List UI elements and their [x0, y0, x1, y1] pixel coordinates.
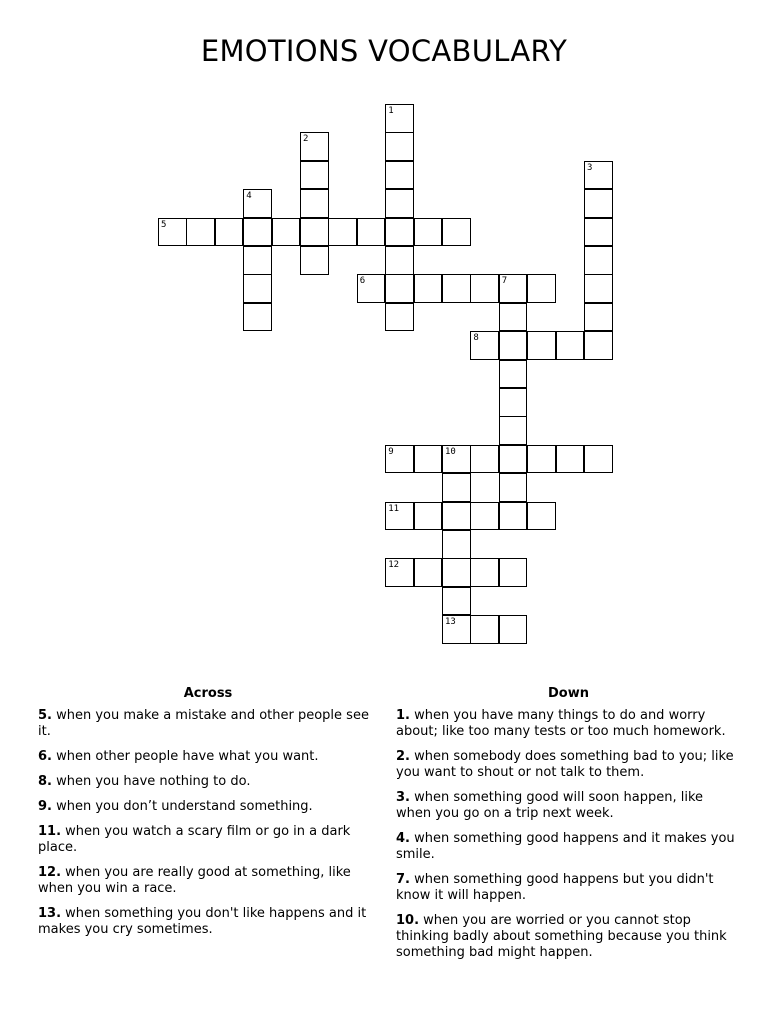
grid-cell[interactable] — [385, 161, 414, 190]
grid-cell[interactable] — [385, 274, 414, 303]
grid-cell[interactable] — [584, 161, 613, 190]
clue-down-1: 1. when you have many things to do and worry about; like too many tests or too much homework. — [396, 708, 726, 739]
grid-cell[interactable] — [272, 218, 301, 247]
grid-cell[interactable] — [584, 246, 613, 275]
grid-cell[interactable] — [215, 218, 244, 247]
clue-across-6: 6. when other people have what you want. — [38, 749, 319, 764]
grid-cell[interactable] — [414, 274, 443, 303]
grid-cell[interactable] — [527, 445, 556, 474]
grid-cell[interactable] — [385, 502, 414, 531]
clue-down-4: 4. when something good happens and it makes you smile. — [396, 831, 735, 862]
grid-number: 7 — [501, 276, 508, 287]
grid-cell[interactable] — [414, 558, 443, 587]
grid-cell[interactable] — [499, 388, 528, 417]
grid-cell[interactable] — [385, 189, 414, 218]
grid-cell[interactable] — [385, 445, 414, 474]
grid-cell[interactable] — [442, 274, 471, 303]
grid-cell[interactable] — [499, 303, 528, 332]
grid-cell[interactable] — [499, 615, 528, 644]
grid-cell[interactable] — [584, 189, 613, 218]
grid-cell[interactable] — [527, 274, 556, 303]
grid-cell[interactable] — [357, 274, 386, 303]
grid-cell[interactable] — [499, 331, 528, 360]
grid-cell[interactable] — [584, 445, 613, 474]
grid-number: 6 — [359, 276, 366, 287]
grid-cell[interactable] — [442, 615, 471, 644]
grid-cell[interactable] — [470, 274, 499, 303]
grid-cell[interactable] — [243, 303, 272, 332]
grid-cell[interactable] — [414, 502, 443, 531]
clue-across-13: 13. when something you don't like happens and it makes you cry sometimes. — [38, 906, 367, 937]
grid-cell[interactable] — [499, 473, 528, 502]
grid-cell[interactable] — [584, 274, 613, 303]
grid-cell[interactable] — [584, 218, 613, 247]
grid-number: 12 — [388, 560, 400, 571]
grid-cell[interactable] — [385, 303, 414, 332]
grid-cell[interactable] — [385, 132, 414, 161]
grid-cell[interactable] — [300, 189, 329, 218]
grid-number: 9 — [388, 446, 394, 457]
grid-number: 2 — [303, 134, 309, 145]
grid-cell[interactable] — [300, 132, 329, 161]
clue-across-11: 11. when you watch a scary film or go in a dark place. — [38, 824, 351, 855]
grid-cell[interactable] — [186, 218, 215, 247]
grid-cell[interactable] — [442, 502, 471, 531]
grid-cell[interactable] — [442, 473, 471, 502]
grid-cell[interactable] — [442, 445, 471, 474]
grid-cell[interactable] — [470, 445, 499, 474]
clue-down-2: 2. when somebody does something bad to you; like you want to shout or not talk to them. — [396, 749, 734, 780]
across-clues — [38, 686, 378, 947]
grid-cell[interactable] — [328, 218, 357, 247]
grid-cell[interactable] — [442, 530, 471, 559]
down-heading: Down — [548, 686, 589, 701]
grid-cell[interactable] — [470, 502, 499, 531]
grid-cell[interactable] — [243, 274, 272, 303]
grid-cell[interactable] — [385, 246, 414, 275]
grid-number: 10 — [445, 446, 456, 457]
grid-cell[interactable] — [584, 303, 613, 332]
grid-cell[interactable] — [470, 331, 499, 360]
grid-cell[interactable] — [556, 331, 585, 360]
clue-down-3: 3. when something good will soon happen, like when you go on a trip next week. — [396, 790, 704, 821]
grid-cell[interactable] — [158, 218, 187, 247]
grid-number: 11 — [388, 503, 400, 514]
grid-number: 3 — [587, 162, 593, 173]
grid-cell[interactable] — [499, 502, 528, 531]
grid-cell[interactable] — [385, 558, 414, 587]
grid-cell[interactable] — [300, 218, 329, 247]
grid-number: 13 — [445, 617, 456, 628]
clue-across-5: 5. when you make a mistake and other people see it. — [38, 708, 369, 739]
across-heading: Across — [183, 686, 233, 701]
clue-across-9: 9. when you don’t understand something. — [38, 799, 313, 814]
grid-cell[interactable] — [385, 104, 414, 133]
grid-cell[interactable] — [527, 331, 556, 360]
grid-cell[interactable] — [243, 189, 272, 218]
grid-cell[interactable] — [499, 558, 528, 587]
grid-number: 5 — [161, 219, 167, 230]
grid-cell[interactable] — [470, 615, 499, 644]
clue-across-8: 8. when you have nothing to do. — [38, 774, 251, 789]
grid-cell[interactable] — [527, 502, 556, 531]
grid-cell[interactable] — [442, 558, 471, 587]
grid-cell[interactable] — [499, 445, 528, 474]
grid-cell[interactable] — [243, 218, 272, 247]
grid-cell[interactable] — [442, 218, 471, 247]
grid-cell[interactable] — [300, 246, 329, 275]
grid-cell[interactable] — [414, 445, 443, 474]
grid-cell[interactable] — [499, 416, 528, 445]
grid-cell[interactable] — [243, 246, 272, 275]
grid-cell[interactable] — [470, 558, 499, 587]
clue-down-10: 10. when you are worried or you cannot stop thinking badly about something because you think something bad might happen. — [396, 913, 727, 960]
grid-cell[interactable] — [499, 360, 528, 389]
page-title: EMOTIONS VOCABULARY — [200, 34, 568, 68]
grid-cell[interactable] — [584, 331, 613, 360]
grid-cell[interactable] — [499, 274, 528, 303]
grid-cell[interactable] — [414, 218, 443, 247]
clue-down-7: 7. when something good happens but you didn't know it will happen. — [396, 872, 714, 903]
down-clues — [396, 686, 741, 970]
grid-cell[interactable] — [357, 218, 386, 247]
grid-number: 8 — [473, 333, 479, 344]
clue-across-12: 12. when you are really good at something, like when you win a race. — [38, 865, 351, 896]
grid-cell[interactable] — [300, 161, 329, 190]
grid-number: 4 — [246, 191, 252, 202]
grid-number: 1 — [388, 106, 394, 116]
grid-cell[interactable] — [556, 445, 585, 474]
grid-cell[interactable] — [442, 587, 471, 616]
grid-cell[interactable] — [385, 218, 414, 247]
